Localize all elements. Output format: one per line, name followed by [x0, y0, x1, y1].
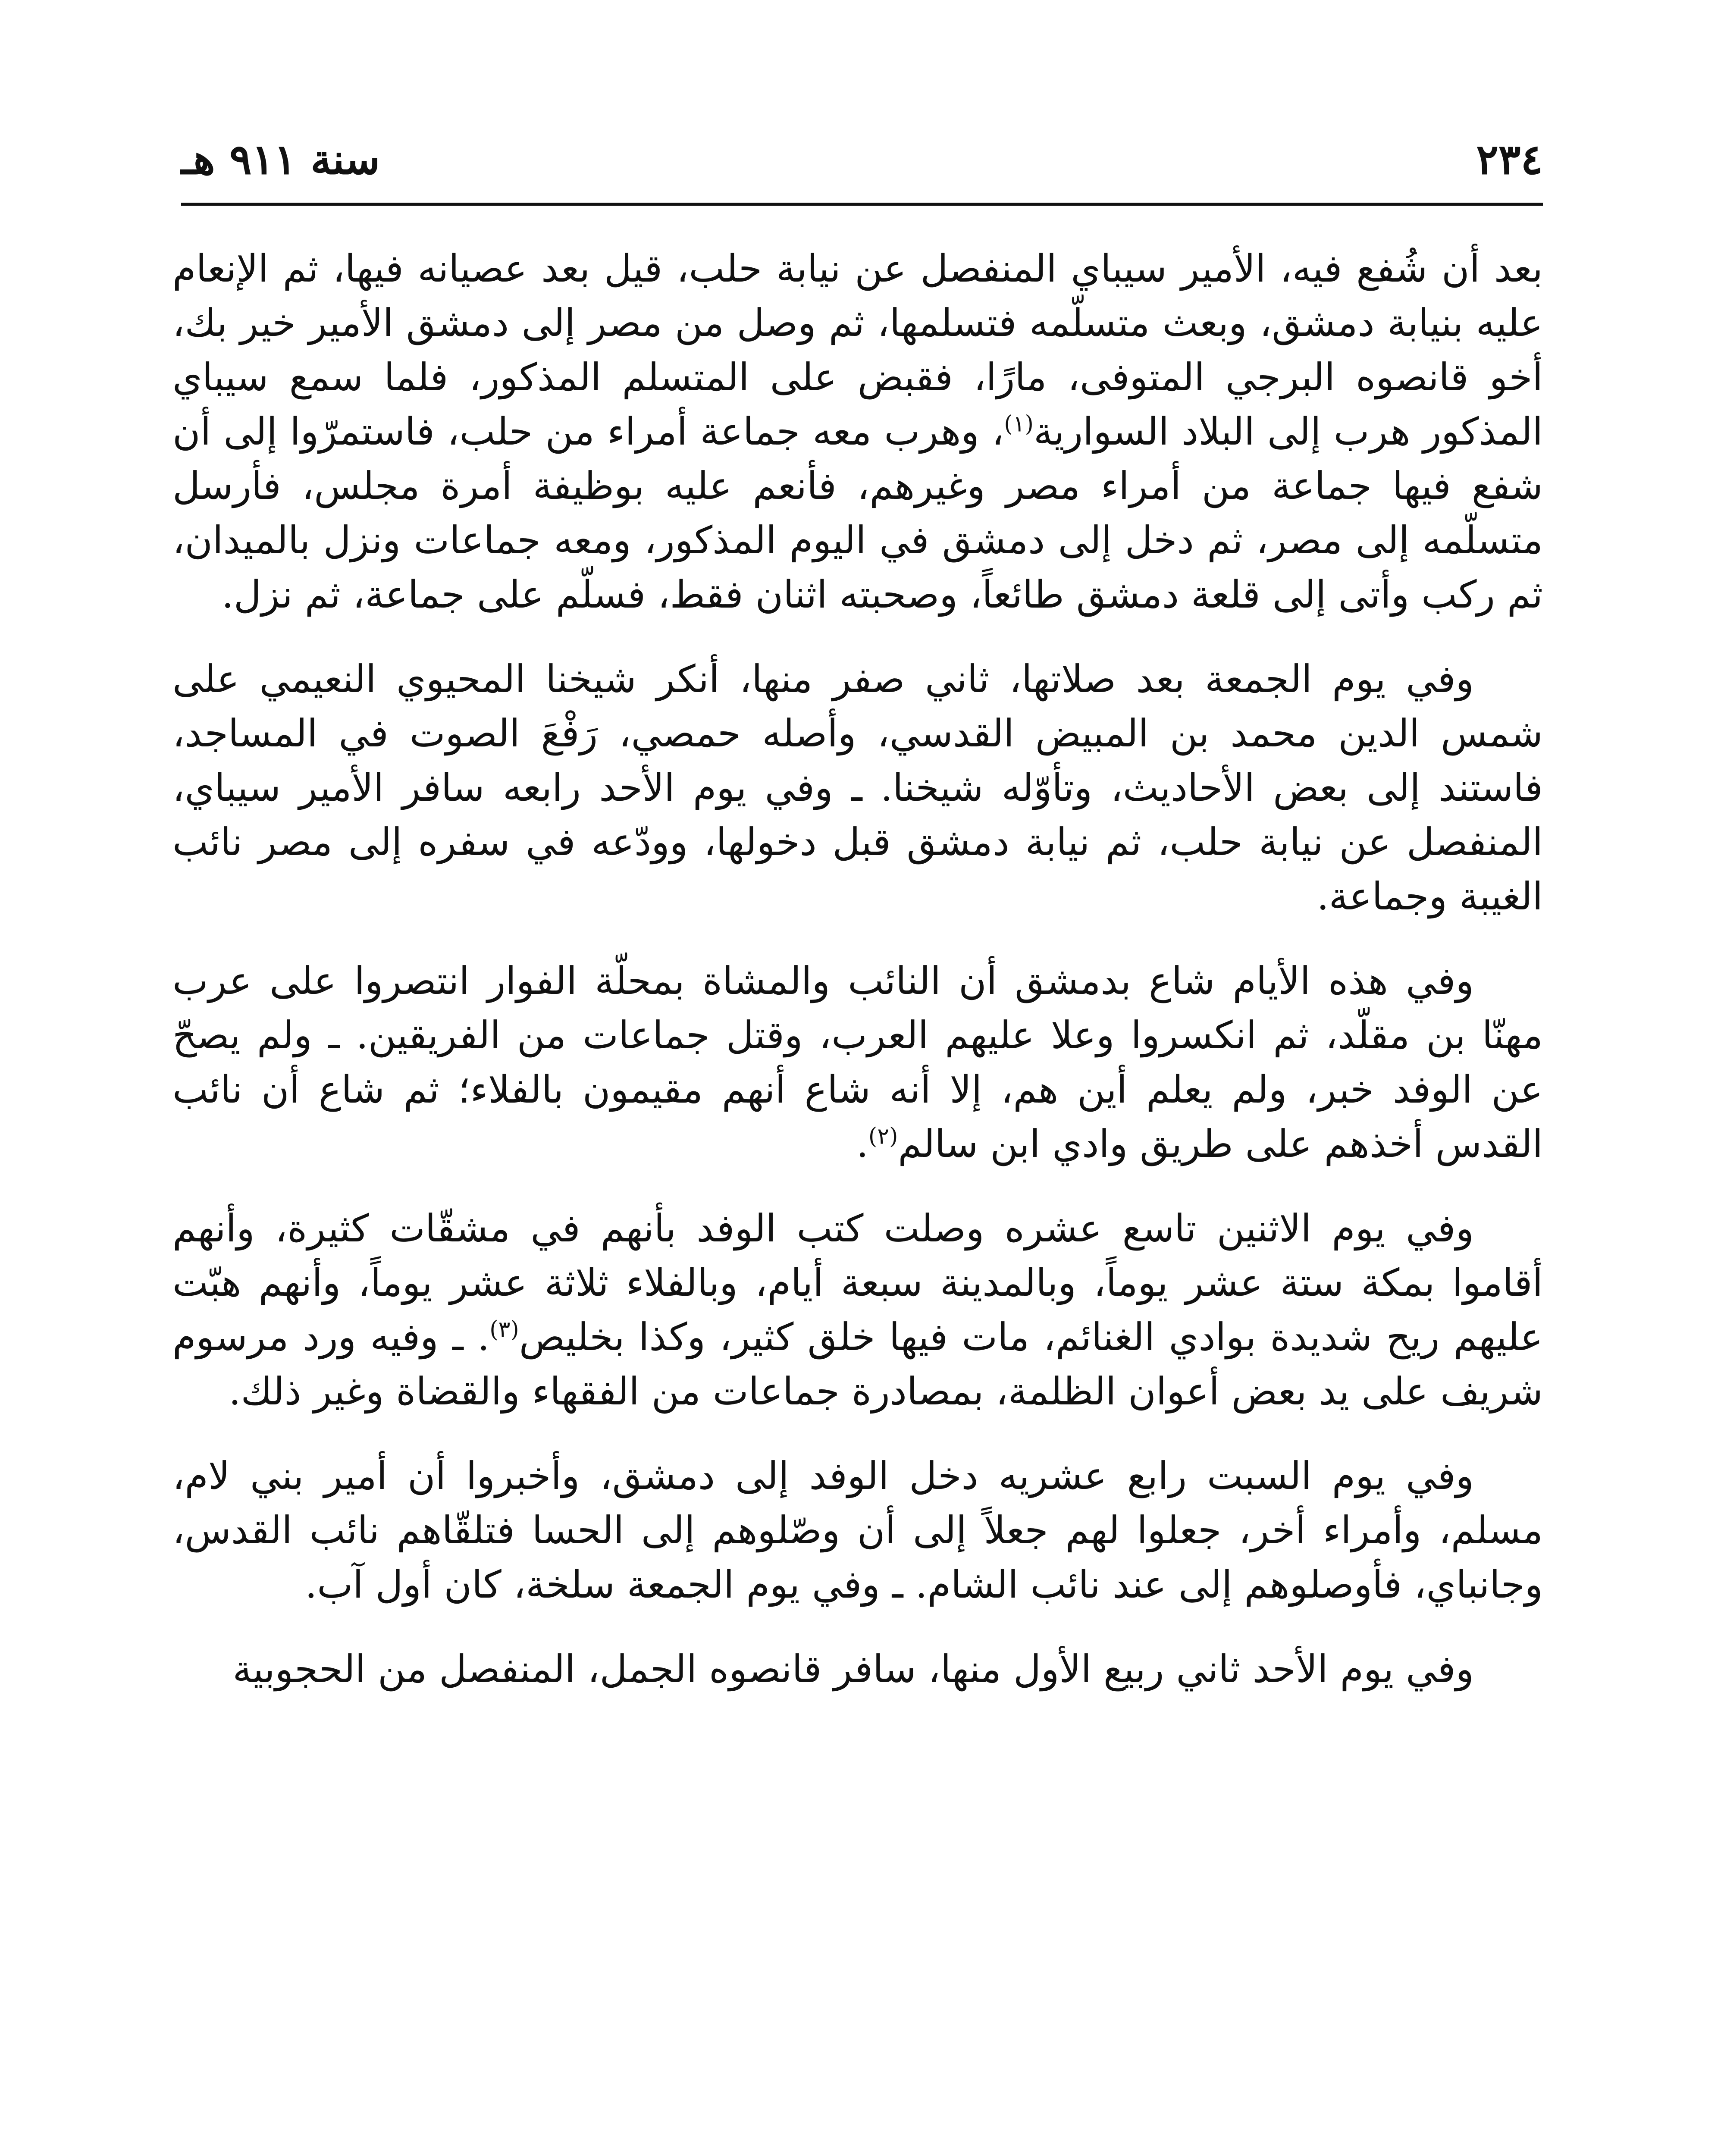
paragraph-text: وفي يوم الجمعة بعد صلاتها، ثاني صفر منها، أنكر شيخنا المحيوي النعيمي على شمس الدين محمد بن المبيض القدسي، وأصله حمصي، رَفْعَ الصوت في المساجد، فاستند إلى بعض الأحاديث، وتأوّله شيخنا. ـ وفي يوم الأحد رابعه سافر الأمير سيباي، المنفصل عن نيابة حلب، ثم نيابة دمشق قبل دخولها، وودّعه في سفره إلى مصر نائب الغيبة وجماعة.	[172, 657, 1543, 918]
footnote-marker: (٣)	[489, 1316, 519, 1343]
running-head: سنة ٩١١ هـ	[181, 135, 380, 184]
paragraph-text: وفي يوم الاثنين تاسع عشره وصلت كتب الوفد بأنهم في مشقّات كثيرة، وأنهم أقاموا بمكة ستة عشر يوماً، وبالمدينة سبعة أيام، وبالفلاء ثلاثة عشر يوماً، وأنهم هبّت عليهم ريح شديدة بوادي الغنائم، مات فيها خلق كثير، وكذا بخليص	[172, 1206, 1543, 1359]
paragraph	[172, 1201, 1543, 1419]
page-header	[181, 129, 1543, 190]
paragraph	[172, 1642, 1543, 1696]
header-rule	[181, 203, 1543, 206]
paragraph	[172, 241, 1543, 622]
paragraph	[172, 1449, 1543, 1612]
paragraph-text: بعد أن شُفع فيه، الأمير سيباي المنفصل عن نيابة حلب، قيل بعد عصيانه فيها، ثم الإنعام عليه بنيابة دمشق، وبعث متسلّمه فتسلمها، ثم وصل من مصر إلى دمشق الأمير خير بك، أخو قانصوه البرجي المتوفى، مارًا، فقبض على المتسلم المذكور، فلما سمع سيباي المذكور هرب إلى البلاد السوارية	[172, 246, 1543, 454]
footnote-marker: (٢)	[868, 1123, 898, 1150]
paragraph-text-tail: ، وهرب معه جماعة أمراء من حلب، فاستمرّوا إلى أن شفع فيها جماعة من أمراء مصر وغيرهم، فأنعم عليه بوظيفة أمرة مجلس، فأرسل متسلّمه إلى مصر، ثم دخل إلى دمشق في اليوم المذكور، ومعه جماعات ونزل بالميدان، ثم ركب وأتى إلى قلعة دمشق طائعاً، وصحبته اثنان فقط، فسلّم على جماعة، ثم نزل.	[172, 409, 1543, 617]
paragraph	[172, 652, 1543, 924]
paragraph-text-tail: . ـ وفيه ورد مرسوم شريف على يد بعض أعوان الظلمة، بمصادرة جماعات من الفقهاء والقضاة وغير ذلك.	[172, 1315, 1543, 1413]
paragraph-text: وفي يوم الأحد ثاني ربيع الأول منها، سافر قانصوه الجمل، المنفصل من الحجوبية	[232, 1647, 1474, 1691]
paragraph-text: وفي هذه الأيام شاع بدمشق أن النائب والمشاة بمحلّة الفوار انتصروا على عرب مهنّا بن مقلّد، ثم انكسروا وعلا عليهم العرب، وقتل جماعات من الفريقين. ـ ولم يصحّ عن الوفد خبر، ولم يعلم أين هم، إلا أنه شاع أنهم مقيمون بالفلاء؛ ثم شاع أن نائب القدس أخذهم على طريق وادي ابن سالم	[172, 959, 1543, 1166]
page-number: ٢٣٤	[1476, 135, 1543, 184]
footnote-marker: (١)	[1004, 411, 1034, 437]
main-text	[172, 241, 1543, 1727]
paragraph-text: وفي يوم السبت رابع عشريه دخل الوفد إلى دمشق، وأخبروا أن أمير بني لام، مسلم، وأمراء أخر، جعلوا لهم جعلاً إلى أن وصّلوهم إلى الحسا فتلقّاهم نائب القدس، وجانباي، فأوصلوهم إلى عند نائب الشام. ـ وفي يوم الجمعة سلخة، كان أول آب.	[172, 1454, 1543, 1607]
paragraph-text-tail: .	[856, 1122, 868, 1166]
paragraph	[172, 954, 1543, 1171]
